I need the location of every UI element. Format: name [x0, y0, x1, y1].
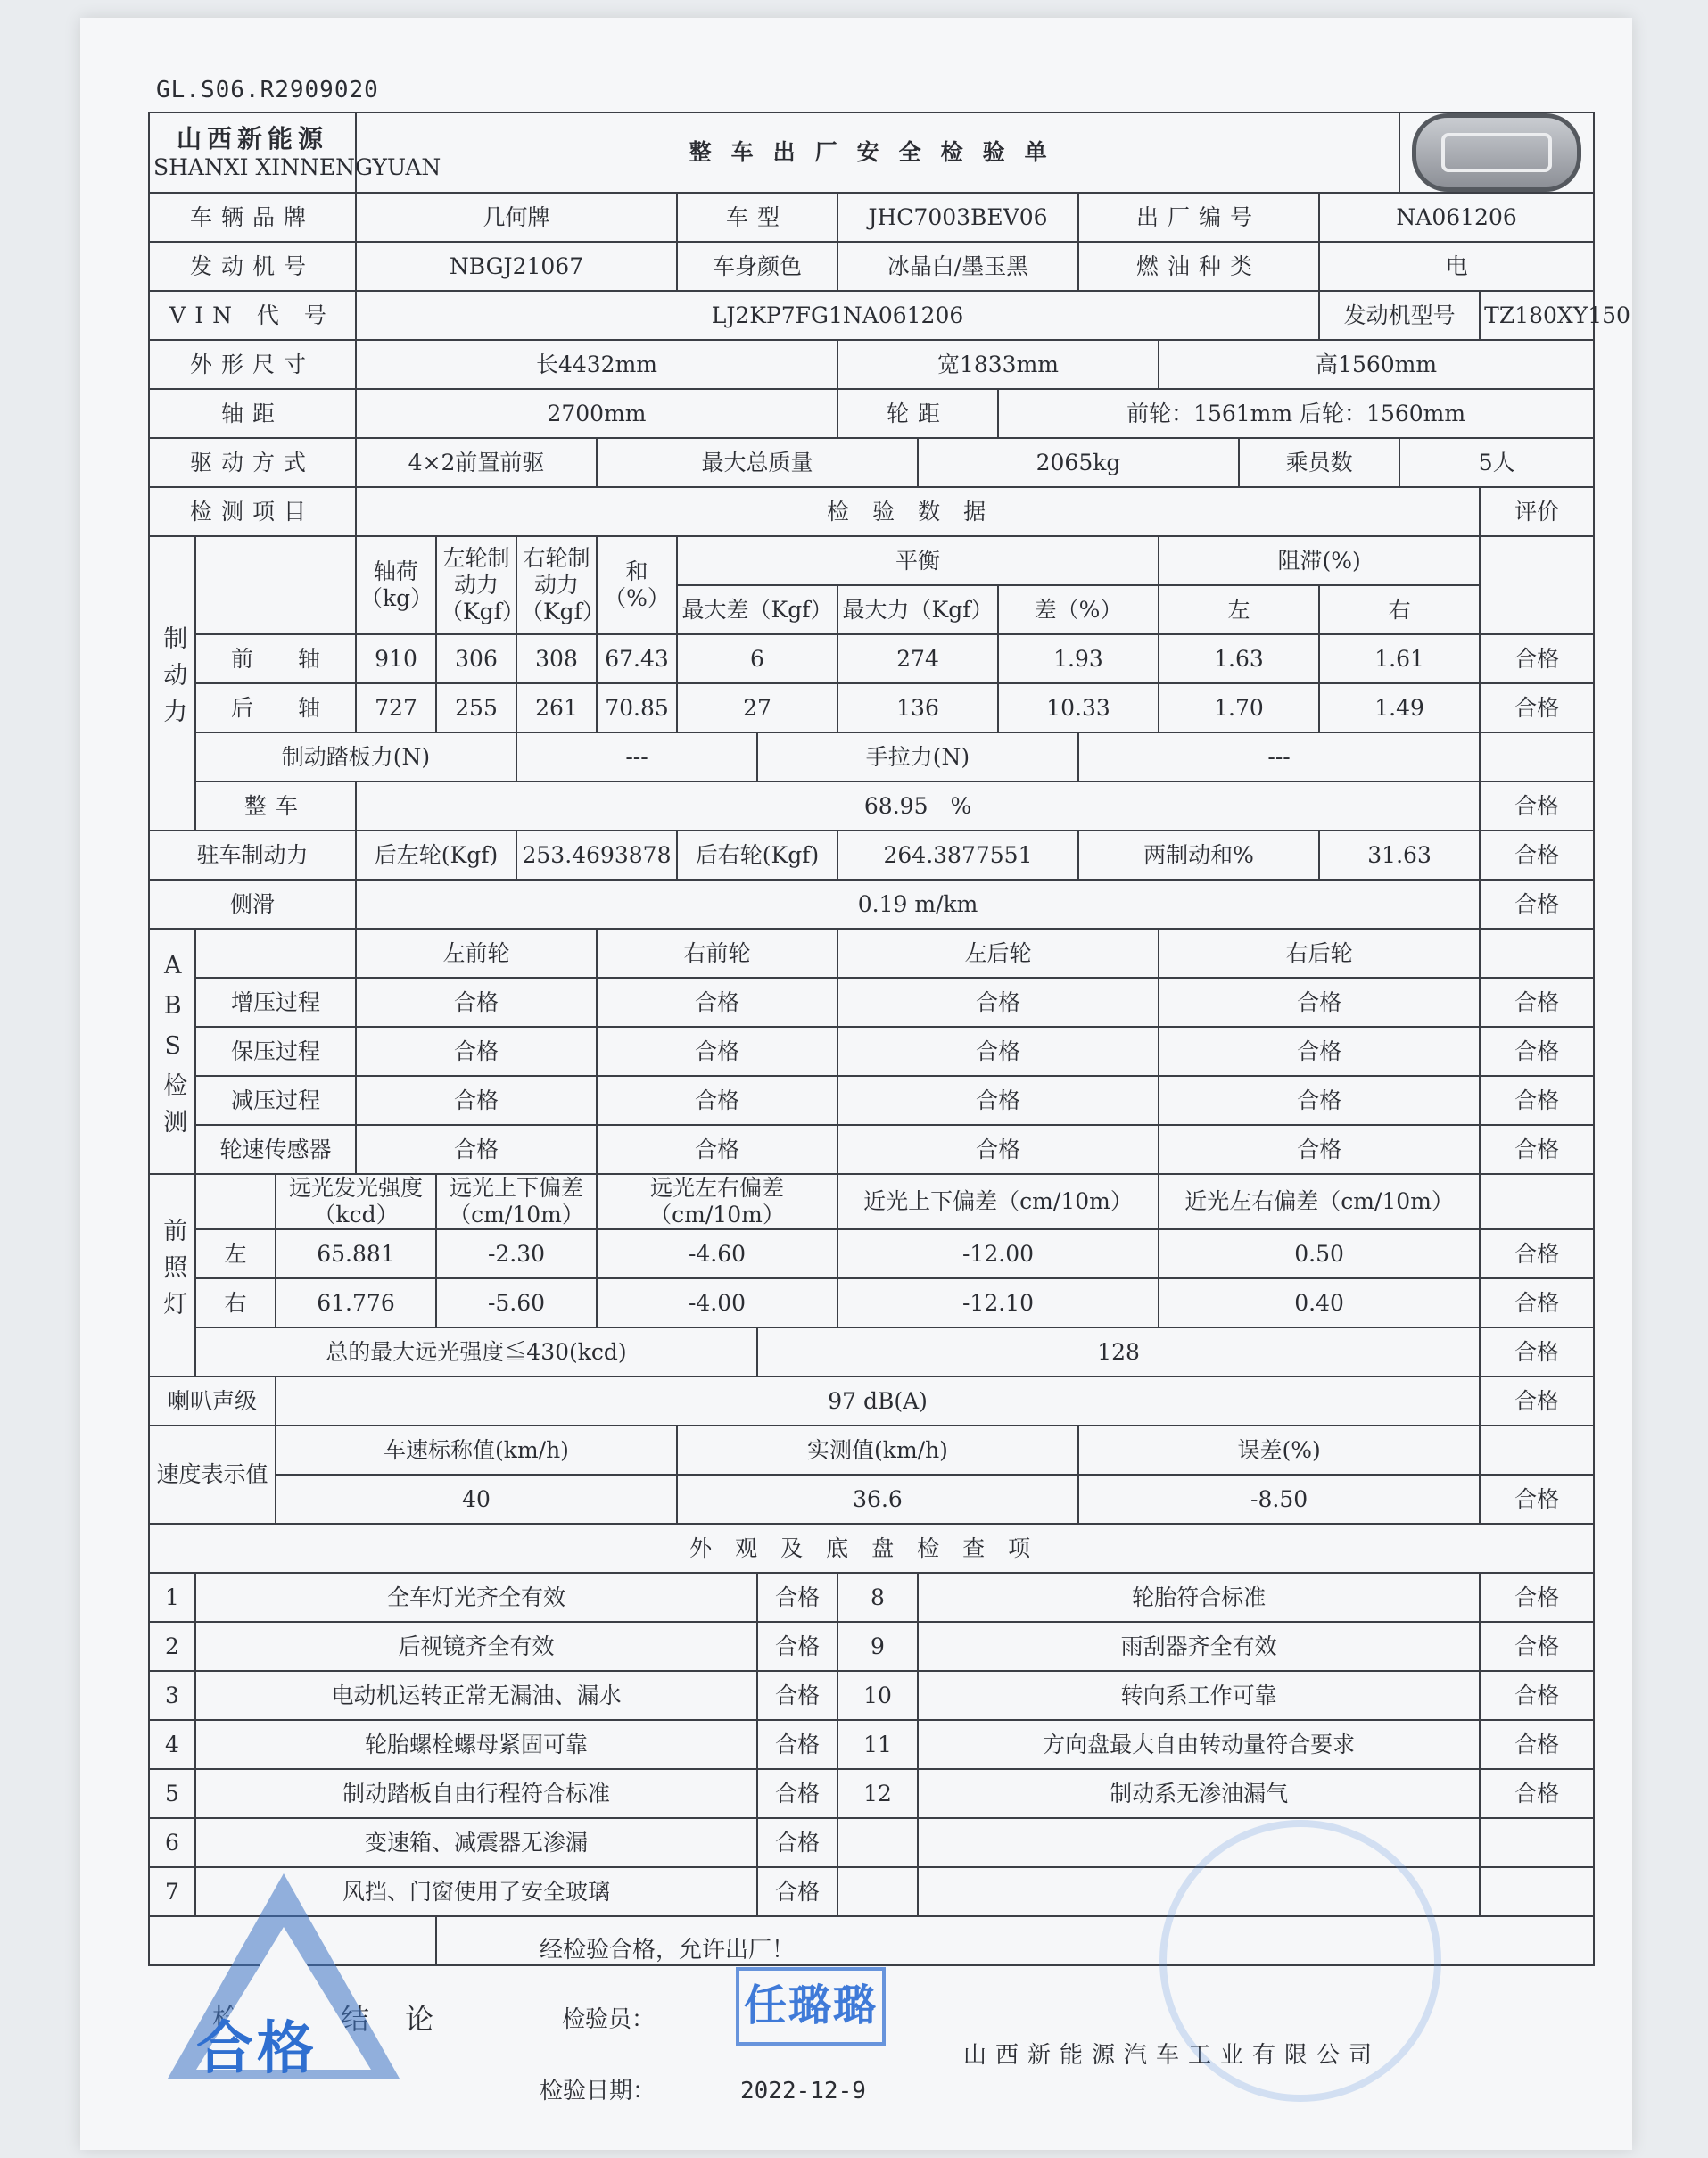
track-label: 轮距	[837, 389, 998, 438]
drive-label: 驱动方式	[149, 438, 356, 487]
company-en: SHANXI XINNENGYUAN	[153, 153, 441, 180]
item-no: 7	[149, 1867, 195, 1916]
rear-drag-right: 1.49	[1319, 683, 1480, 732]
company-cn: 山西新能源	[176, 124, 328, 154]
abs-wheel-fr: 右前轮	[597, 929, 837, 978]
abs-eval: 合格	[1480, 1027, 1594, 1076]
dims-label: 外形尺寸	[149, 340, 356, 389]
lamp-col-low-vert: 近光上下偏差（cm/10m）	[837, 1174, 1159, 1229]
front-diff: 1.93	[998, 634, 1159, 683]
eval-header: 评价	[1480, 487, 1594, 536]
conclusion-label: 检验结论	[212, 2002, 470, 2036]
slip-eval: 合格	[1480, 880, 1594, 929]
seats-value: 5人	[1399, 438, 1594, 487]
lamp-col-low-horiz: 近光左右偏差（cm/10m）	[1159, 1174, 1480, 1229]
abs-blank	[195, 929, 356, 978]
abs-cell: 合格	[597, 1027, 837, 1076]
lamp-cell: -12.00	[837, 1229, 1159, 1278]
lamp-left-row	[149, 1229, 1594, 1278]
lamp-cell: 65.881	[276, 1229, 436, 1278]
abs-row-label: 减压过程	[195, 1076, 356, 1125]
slip-label: 侧滑	[149, 880, 356, 929]
lamp-col-high-intensity: 远光发光强度（kcd）	[276, 1174, 436, 1229]
rear-diff: 10.33	[998, 683, 1159, 732]
rear-left: 255	[436, 683, 516, 732]
brake-section-label: 制动力	[149, 536, 195, 831]
mass-label: 最大总质量	[597, 438, 918, 487]
item-text: 轮胎符合标准	[918, 1573, 1480, 1622]
vin-label: VIN 代 号	[149, 291, 356, 340]
abs-wheel-fl: 左前轮	[356, 929, 597, 978]
appearance-row	[149, 1622, 1594, 1671]
pass-stamp-text: 合格	[196, 2016, 318, 2082]
appearance-row	[149, 1720, 1594, 1769]
document-code: GL.S06.R2909020	[156, 77, 379, 103]
speed-error-label: 误差(%)	[1078, 1426, 1480, 1475]
item-no: 2	[149, 1622, 195, 1671]
pedal-value: ---	[516, 732, 757, 781]
item-text: 全车灯光齐全有效	[195, 1573, 757, 1622]
speed-measured-label: 实测值(km/h)	[677, 1426, 1078, 1475]
color-label: 车身颜色	[677, 242, 837, 291]
rear-eval: 合格	[1480, 683, 1594, 732]
abs-cell: 合格	[356, 1125, 597, 1174]
lamp-cell: -4.60	[597, 1229, 837, 1278]
engine-model-label: 发动机型号	[1319, 291, 1480, 340]
abs-wheel-rl: 左后轮	[837, 929, 1159, 978]
abs-cell: 合格	[837, 1027, 1159, 1076]
rear-load: 727	[356, 683, 436, 732]
drive-value: 4×2前置前驱	[356, 438, 597, 487]
abs-cell: 合格	[837, 1125, 1159, 1174]
lamp-cell: -5.60	[436, 1278, 597, 1327]
brand-logo-cell	[1399, 112, 1594, 193]
lamp-col-high-vert: 远光上下偏差（cm/10m）	[436, 1174, 597, 1229]
col-max-force: 最大力（Kgf）	[837, 585, 998, 634]
item-no: 11	[837, 1720, 918, 1769]
col-right-brake: 右轮制动力（Kgf）	[516, 536, 597, 634]
speed-eval-blank	[1480, 1426, 1594, 1475]
inspector-label: 检验员：	[562, 2006, 656, 2033]
item-eval	[1480, 1818, 1594, 1867]
abs-row	[149, 1027, 1594, 1076]
abs-eval: 合格	[1480, 1125, 1594, 1174]
abs-cell: 合格	[356, 1076, 597, 1125]
model-label: 车型	[677, 193, 837, 242]
brake-rear-row	[149, 683, 1594, 732]
company-seal-icon	[1159, 1820, 1441, 2102]
col-drag-right: 右	[1319, 585, 1480, 634]
vehicle-value: 68.95 %	[356, 781, 1480, 831]
item-text: 风挡、门窗使用了安全玻璃	[195, 1867, 757, 1916]
col-diff-pct: 差（%）	[998, 585, 1159, 634]
item-text: 制动踏板自由行程符合标准	[195, 1769, 757, 1818]
serial-value: NA061206	[1319, 193, 1594, 242]
rear-sum: 70.85	[597, 683, 677, 732]
item-text: 电动机运转正常无漏油、漏水	[195, 1671, 757, 1720]
fuel-label: 燃油种类	[1078, 242, 1319, 291]
item-no: 6	[149, 1818, 195, 1867]
front-max-force: 274	[837, 634, 998, 683]
abs-row-label: 轮速传感器	[195, 1125, 356, 1174]
lamp-total-label: 总的最大远光强度≦430(kcd)	[195, 1327, 757, 1377]
brake-front-row	[149, 634, 1594, 683]
item-text: 变速箱、减震器无渗漏	[195, 1818, 757, 1867]
item-eval	[1480, 1867, 1594, 1916]
fuel-value: 电	[1319, 242, 1594, 291]
lamp-cell: 0.40	[1159, 1278, 1480, 1327]
front-axle-label: 前 轴	[195, 634, 356, 683]
data-header: 检验数据	[356, 487, 1480, 536]
item-eval: 合格	[1480, 1622, 1594, 1671]
speed-measured: 36.6	[677, 1475, 1078, 1524]
wheelbase-label: 轴距	[149, 389, 356, 438]
abs-cell: 合格	[1159, 1027, 1480, 1076]
abs-cell: 合格	[1159, 1125, 1480, 1174]
park-eval: 合格	[1480, 831, 1594, 880]
date-label: 检验日期：	[540, 2078, 656, 2104]
track-value: 前轮：1561mm 后轮：1560mm	[998, 389, 1594, 438]
abs-eval: 合格	[1480, 1076, 1594, 1125]
front-load: 910	[356, 634, 436, 683]
height-value: 高1560mm	[1159, 340, 1594, 389]
inspector-name-stamp: 任璐璐	[736, 1967, 886, 2046]
park-label: 驻车制动力	[149, 831, 356, 880]
abs-row-label: 增压过程	[195, 978, 356, 1027]
park-rl-value: 253.4693878	[516, 831, 677, 880]
col-balance: 平衡	[677, 536, 1159, 585]
speed-error: -8.50	[1078, 1475, 1480, 1524]
pedal-eval-blank	[1480, 732, 1594, 781]
geely-logo-icon	[1412, 113, 1581, 192]
item-text: 轮胎螺栓螺母紧固可靠	[195, 1720, 757, 1769]
item-no: 5	[149, 1769, 195, 1818]
front-left: 306	[436, 634, 516, 683]
item-no	[837, 1867, 918, 1916]
col-axle-load: 轴荷（kg）	[356, 536, 436, 634]
col-max-diff: 最大差（Kgf）	[677, 585, 837, 634]
issuing-company: 山西新能源汽车工业有限公司	[963, 2042, 1382, 2069]
lamp-cell: -12.10	[837, 1278, 1159, 1327]
appearance-row	[149, 1573, 1594, 1622]
lamp-cell: -4.00	[597, 1278, 837, 1327]
seats-label: 乘员数	[1239, 438, 1399, 487]
appearance-title: 外观及底盘检查项	[149, 1524, 1594, 1573]
front-eval: 合格	[1480, 634, 1594, 683]
front-drag-right: 1.61	[1319, 634, 1480, 683]
engine-no-value: NBGJ21067	[356, 242, 677, 291]
abs-wheel-rr: 右后轮	[1159, 929, 1480, 978]
lamp-left-eval: 合格	[1480, 1229, 1594, 1278]
abs-section-label: ABS检测	[149, 929, 195, 1174]
abs-cell: 合格	[356, 978, 597, 1027]
col-left-brake: 左轮制动力（Kgf）	[436, 536, 516, 634]
lamp-cell: -2.30	[436, 1229, 597, 1278]
lamp-blank	[195, 1174, 276, 1229]
item-text: 方向盘最大自由转动量符合要求	[918, 1720, 1480, 1769]
lamp-total-value: 128	[757, 1327, 1480, 1377]
inspection-date: 2022-12-9	[740, 2078, 866, 2104]
abs-cell: 合格	[597, 978, 837, 1027]
slip-value: 0.19 m/km	[356, 880, 1480, 929]
col-drag-left: 左	[1159, 585, 1319, 634]
front-drag-left: 1.63	[1159, 634, 1319, 683]
item-eval: 合格	[757, 1573, 837, 1622]
color-value: 冰晶白/墨玉黑	[837, 242, 1078, 291]
item-eval: 合格	[757, 1671, 837, 1720]
hand-label: 手拉力(N)	[757, 732, 1078, 781]
rear-drag-left: 1.70	[1159, 683, 1319, 732]
horn-label: 喇叭声级	[149, 1377, 276, 1426]
vin-value: LJ2KP7FG1NA061206	[356, 291, 1319, 340]
brake-eval-blank	[1480, 536, 1594, 634]
brand-value: 几何牌	[356, 193, 677, 242]
abs-row	[149, 1125, 1594, 1174]
park-rl-label: 后左轮(Kgf)	[356, 831, 516, 880]
item-eval: 合格	[1480, 1720, 1594, 1769]
item-text: 雨刮器齐全有效	[918, 1622, 1480, 1671]
item-no: 4	[149, 1720, 195, 1769]
appearance-row	[149, 1671, 1594, 1720]
vehicle-eval: 合格	[1480, 781, 1594, 831]
lamp-right-label: 右	[195, 1278, 276, 1327]
item-eval: 合格	[757, 1769, 837, 1818]
lamp-left-label: 左	[195, 1229, 276, 1278]
brand-label: 车辆品牌	[149, 193, 356, 242]
abs-eval: 合格	[1480, 978, 1594, 1027]
item-no: 3	[149, 1671, 195, 1720]
abs-cell: 合格	[1159, 978, 1480, 1027]
item-eval: 合格	[757, 1818, 837, 1867]
item-text: 制动系无渗油漏气	[918, 1769, 1480, 1818]
abs-row	[149, 978, 1594, 1027]
wheelbase-value: 2700mm	[356, 389, 837, 438]
abs-cell: 合格	[597, 1076, 837, 1125]
mass-value: 2065kg	[918, 438, 1239, 487]
speed-nominal: 40	[276, 1475, 677, 1524]
engine-no-label: 发动机号	[149, 242, 356, 291]
item-no	[837, 1818, 918, 1867]
speed-label: 速度表示值	[149, 1426, 276, 1524]
abs-cell: 合格	[837, 1076, 1159, 1125]
item-text: 后视镜齐全有效	[195, 1622, 757, 1671]
lamp-right-eval: 合格	[1480, 1278, 1594, 1327]
item-text: 转向系工作可靠	[918, 1671, 1480, 1720]
item-eval: 合格	[757, 1720, 837, 1769]
length-value: 长4432mm	[356, 340, 837, 389]
serial-label: 出厂编号	[1078, 193, 1319, 242]
rear-right: 261	[516, 683, 597, 732]
col-sum: 和（%）	[597, 536, 677, 634]
pedal-label: 制动踏板力(N)	[195, 732, 516, 781]
park-sum-value: 31.63	[1319, 831, 1480, 880]
appearance-row	[149, 1769, 1594, 1818]
horn-eval: 合格	[1480, 1377, 1594, 1426]
item-no: 1	[149, 1573, 195, 1622]
conclusion-statement: 经检验合格，允许出厂！	[540, 1937, 796, 1964]
front-sum: 67.43	[597, 634, 677, 683]
hand-value: ---	[1078, 732, 1480, 781]
item-eval: 合格	[1480, 1769, 1594, 1818]
item-no: 8	[837, 1573, 918, 1622]
park-rr-label: 后右轮(Kgf)	[677, 831, 837, 880]
front-right: 308	[516, 634, 597, 683]
item-header: 检测项目	[149, 487, 356, 536]
abs-row	[149, 1076, 1594, 1125]
horn-value: 97 dB(A)	[276, 1377, 1480, 1426]
lamp-right-row	[149, 1278, 1594, 1327]
abs-cell: 合格	[1159, 1076, 1480, 1125]
abs-cell: 合格	[597, 1125, 837, 1174]
rear-max-diff: 27	[677, 683, 837, 732]
company-header	[149, 112, 441, 193]
item-no: 12	[837, 1769, 918, 1818]
lamp-cell: 61.776	[276, 1278, 436, 1327]
item-eval: 合格	[757, 1622, 837, 1671]
rear-axle-label: 后 轴	[195, 683, 356, 732]
item-no: 10	[837, 1671, 918, 1720]
abs-cell: 合格	[837, 978, 1159, 1027]
engine-model-value: TZ180XY150	[1480, 291, 1594, 340]
rear-max-force: 136	[837, 683, 998, 732]
col-drag: 阻滞(%)	[1159, 536, 1480, 585]
speed-nominal-label: 车速标称值(km/h)	[276, 1426, 677, 1475]
lamp-col-high-horiz: 远光左右偏差（cm/10m）	[597, 1174, 837, 1229]
park-rr-value: 264.3877551	[837, 831, 1078, 880]
lamp-section-label: 前照灯	[149, 1174, 195, 1377]
lamp-total-eval: 合格	[1480, 1327, 1594, 1377]
width-value: 宽1833mm	[837, 340, 1159, 389]
front-max-diff: 6	[677, 634, 837, 683]
item-eval: 合格	[1480, 1573, 1594, 1622]
lamp-cell: 0.50	[1159, 1229, 1480, 1278]
brake-blank	[195, 536, 356, 634]
item-no: 9	[837, 1622, 918, 1671]
vehicle-label: 整车	[195, 781, 356, 831]
model-value: JHC7003BEV06	[837, 193, 1078, 242]
abs-row-label: 保压过程	[195, 1027, 356, 1076]
item-eval: 合格	[1480, 1671, 1594, 1720]
document-title: 整车出厂安全检验单	[356, 112, 1399, 193]
speed-eval: 合格	[1480, 1475, 1594, 1524]
abs-cell: 合格	[356, 1027, 597, 1076]
lamp-eval-blank	[1480, 1174, 1594, 1229]
item-eval: 合格	[757, 1867, 837, 1916]
park-sum-label: 两制动和%	[1078, 831, 1319, 880]
abs-eval-blank	[1480, 929, 1594, 978]
